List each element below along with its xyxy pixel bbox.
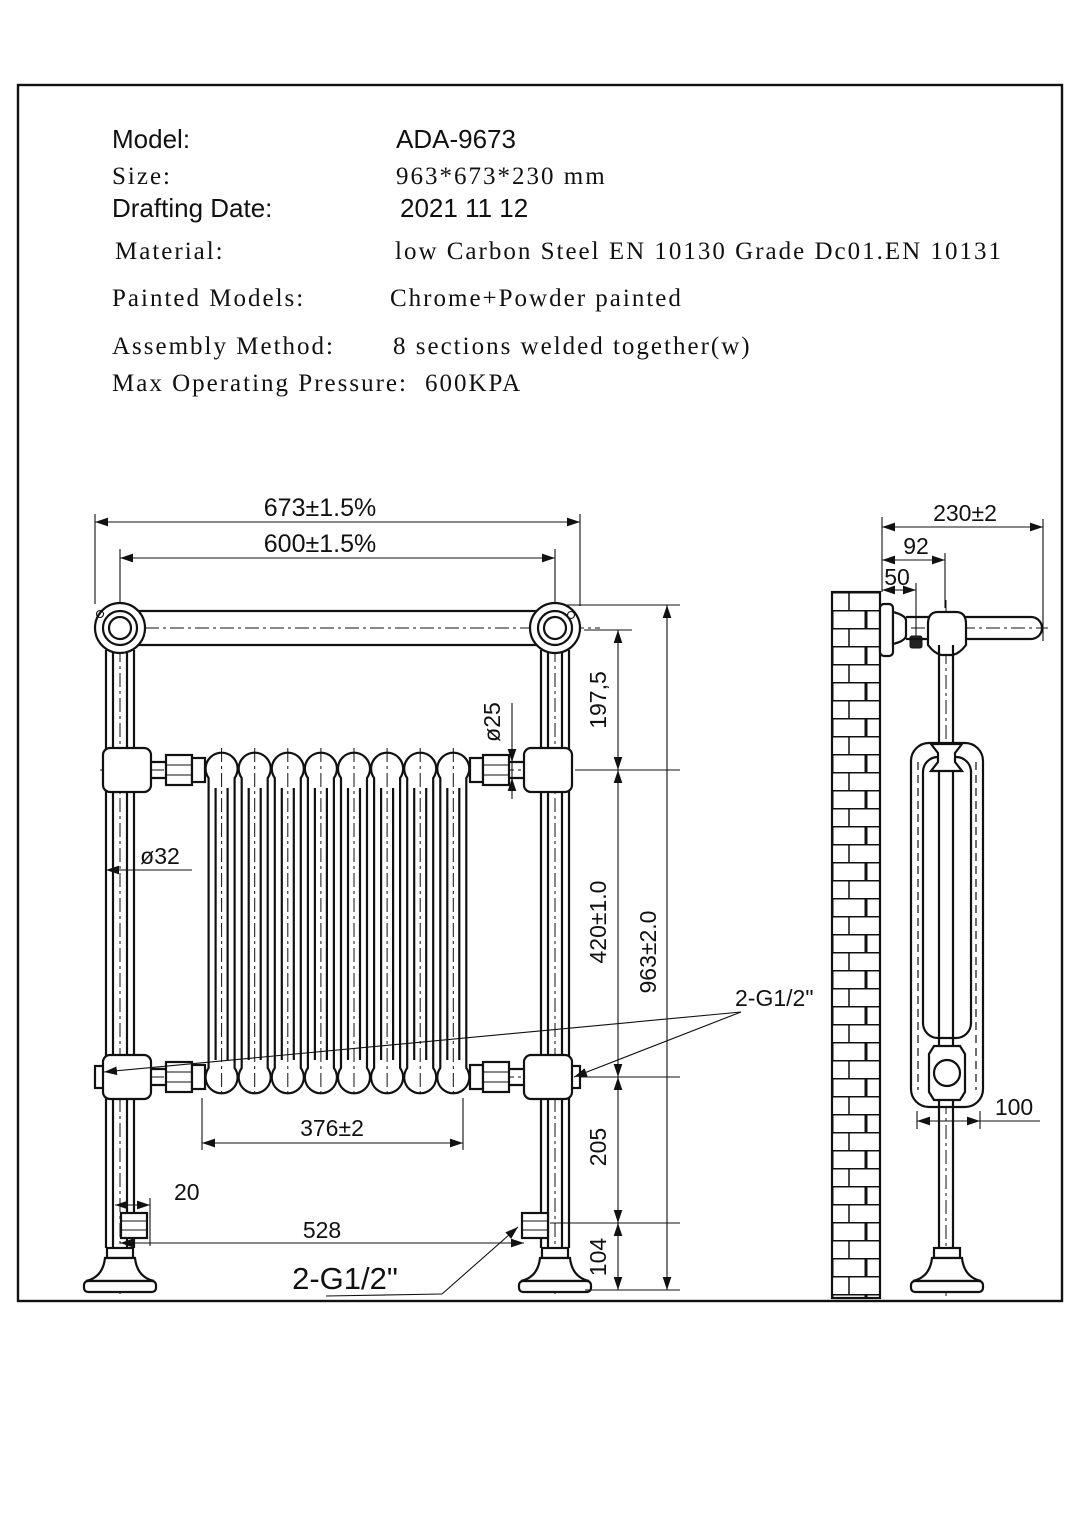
radiator-core [206,748,470,1098]
right-tee-fitting [524,748,572,792]
side-bleed-valve [929,1046,965,1100]
assembly-method-value: 8 sections welded together(w) [393,333,752,360]
dim-overall-width: 673±1.5% [263,494,377,522]
painted-models-label: Painted Models: [112,285,306,312]
brick-wall [832,592,880,1298]
size-value: 963*673*230 mm [396,163,607,190]
bottom-connections-label: 2-G1/2" [292,1261,398,1296]
dim-lower-drop: 205 [585,1127,611,1167]
size-label: Size: [112,163,172,190]
side-foot [911,1248,983,1292]
max-pressure-value: 600KPA [425,370,523,397]
left-flange [95,603,145,653]
leader-mid-connection-right [574,1012,741,1077]
dim-wall-to-pipe: 92 [903,533,929,559]
material-label: Material: [115,238,225,265]
mid-connections-label: 2-G1/2" [735,985,814,1011]
leader-bottom-connection [442,1227,518,1294]
dim-wall-to-screw: 50 [884,564,910,590]
dim-leg-diameter: ø32 [140,843,180,869]
model-value: ADA-9673 [396,124,516,154]
right-tee-fitting [524,1055,572,1099]
left-union-nut [166,755,205,785]
dim-section-depth: 100 [994,1094,1034,1120]
dim-pipe-diameter: ø25 [479,702,505,742]
model-label: Model: [112,124,191,154]
right-bottom-valve [522,1213,548,1238]
left-bottom-valve [121,1213,147,1238]
dim-tapping-span: 528 [302,1217,342,1243]
dim-rail-width: 600±1.5% [263,530,377,558]
dim-core-width: 376±2 [300,1115,364,1141]
dim-overall-depth: 230±2 [933,500,997,526]
assembly-method-label: Assembly Method: [112,333,335,360]
right-flange [530,603,580,653]
material-value: low Carbon Steel EN 10130 Grade Dc01.EN 10131 [395,238,1003,265]
drafting-date-value: 2021 11 12 [400,193,529,223]
painted-models-value: Chrome+Powder painted [390,285,683,312]
right-foot [519,1248,591,1292]
bracket-screw-icon [910,636,922,648]
left-foot [84,1248,156,1292]
max-pressure-label: Max Operating Pressure: [112,370,408,397]
dim-overall-height: 963±2.0 [635,910,661,994]
side-tee-hub [928,612,966,655]
dim-tapping-offset: 20 [174,1179,200,1205]
drafting-date-label: Drafting Date: [112,193,273,223]
dim-floor-gap: 104 [585,1237,611,1277]
side-view [832,592,1048,1298]
right-union-nut [470,1062,509,1092]
right-union-nut [470,755,509,785]
left-tee-fitting [103,1055,151,1099]
left-tee-fitting [103,748,151,792]
front-view [84,598,600,1296]
dim-top-drop: 197,5 [585,671,611,729]
dim-core-height: 420±1.0 [585,880,611,964]
title-block [112,124,1003,397]
left-union-nut [166,1062,205,1092]
